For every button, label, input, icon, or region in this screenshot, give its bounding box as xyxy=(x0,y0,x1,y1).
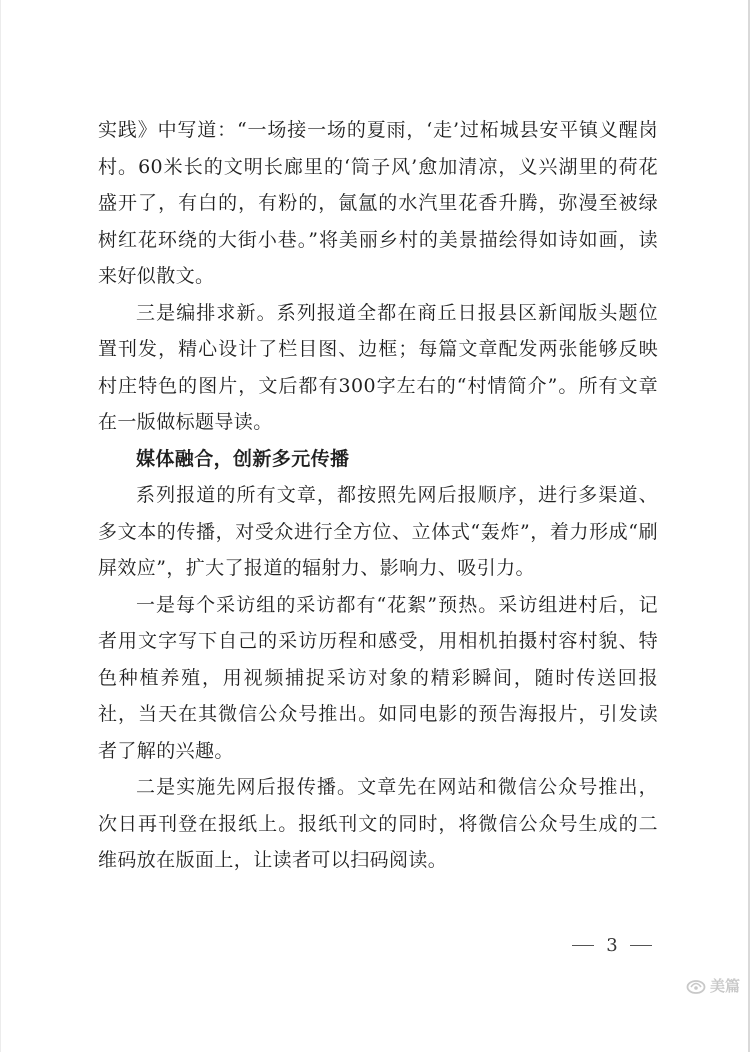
document-body xyxy=(98,112,658,879)
watermark-text: 美篇 xyxy=(709,977,740,995)
meipian-logo-icon xyxy=(686,978,706,994)
page-number-footer xyxy=(572,933,652,957)
page-number: 3 xyxy=(606,934,618,956)
page-number-dash-right xyxy=(630,945,652,946)
paragraph-preheat: 一是每个采访组的采访都有“花絮”预热。采访组进村后，记者用文字写下自己的采访历程和感受，用相机拍摄村容村貌、特色种植养殖，用视频捕捉采访对象的精彩瞬间，随时传送回报社，当天在其微信公众号推出。如同电影的预告海报片，引发读者了解的兴趣。 xyxy=(98,593,658,762)
section-heading: 媒体融合，创新多元传播 xyxy=(136,447,350,470)
paragraph-web-first: 二是实施先网后报传播。文章先在网站和微信公众号推出，次日再刊登在报纸上。报纸刊文的同时，将微信公众号生成的二维码放在版面上，让读者可以扫码阅读。 xyxy=(98,776,658,871)
watermark xyxy=(686,975,740,996)
page-left-edge xyxy=(0,0,1,1052)
paragraph-continuation: 实践》中写道：“一场接一场的夏雨，‘走’过柘城县安平镇义醒岗村。60米长的文明长廊里的‘筒子风’愈加清凉，义兴湖里的荷花盛开了，有白的，有粉的，氤氲的水汽里花香升腾，弥漫至被绿树红花环绕的大街小巷。”将美丽乡村的美景描绘得如诗如画，读来好似散文。 xyxy=(98,119,658,287)
paragraph-layout-innovation: 三是编排求新。系列报道全都在商丘日报县区新闻版头题位置刊发，精心设计了栏目图、边框；每篇文章配发两张能够反映村庄特色的图片，文后都有300字左右的“村情简介”。所有文章在一版做标题导读。 xyxy=(98,301,658,433)
paragraph-media-fusion: 系列报道的所有文章，都按照先网后报顺序，进行多渠道、多文本的传播，对受众进行全方位、立体式“轰炸”，着力形成“刷屏效应”，扩大了报道的辐射力、影响力、吸引力。 xyxy=(98,484,658,579)
page-number-dash-left xyxy=(572,945,594,946)
